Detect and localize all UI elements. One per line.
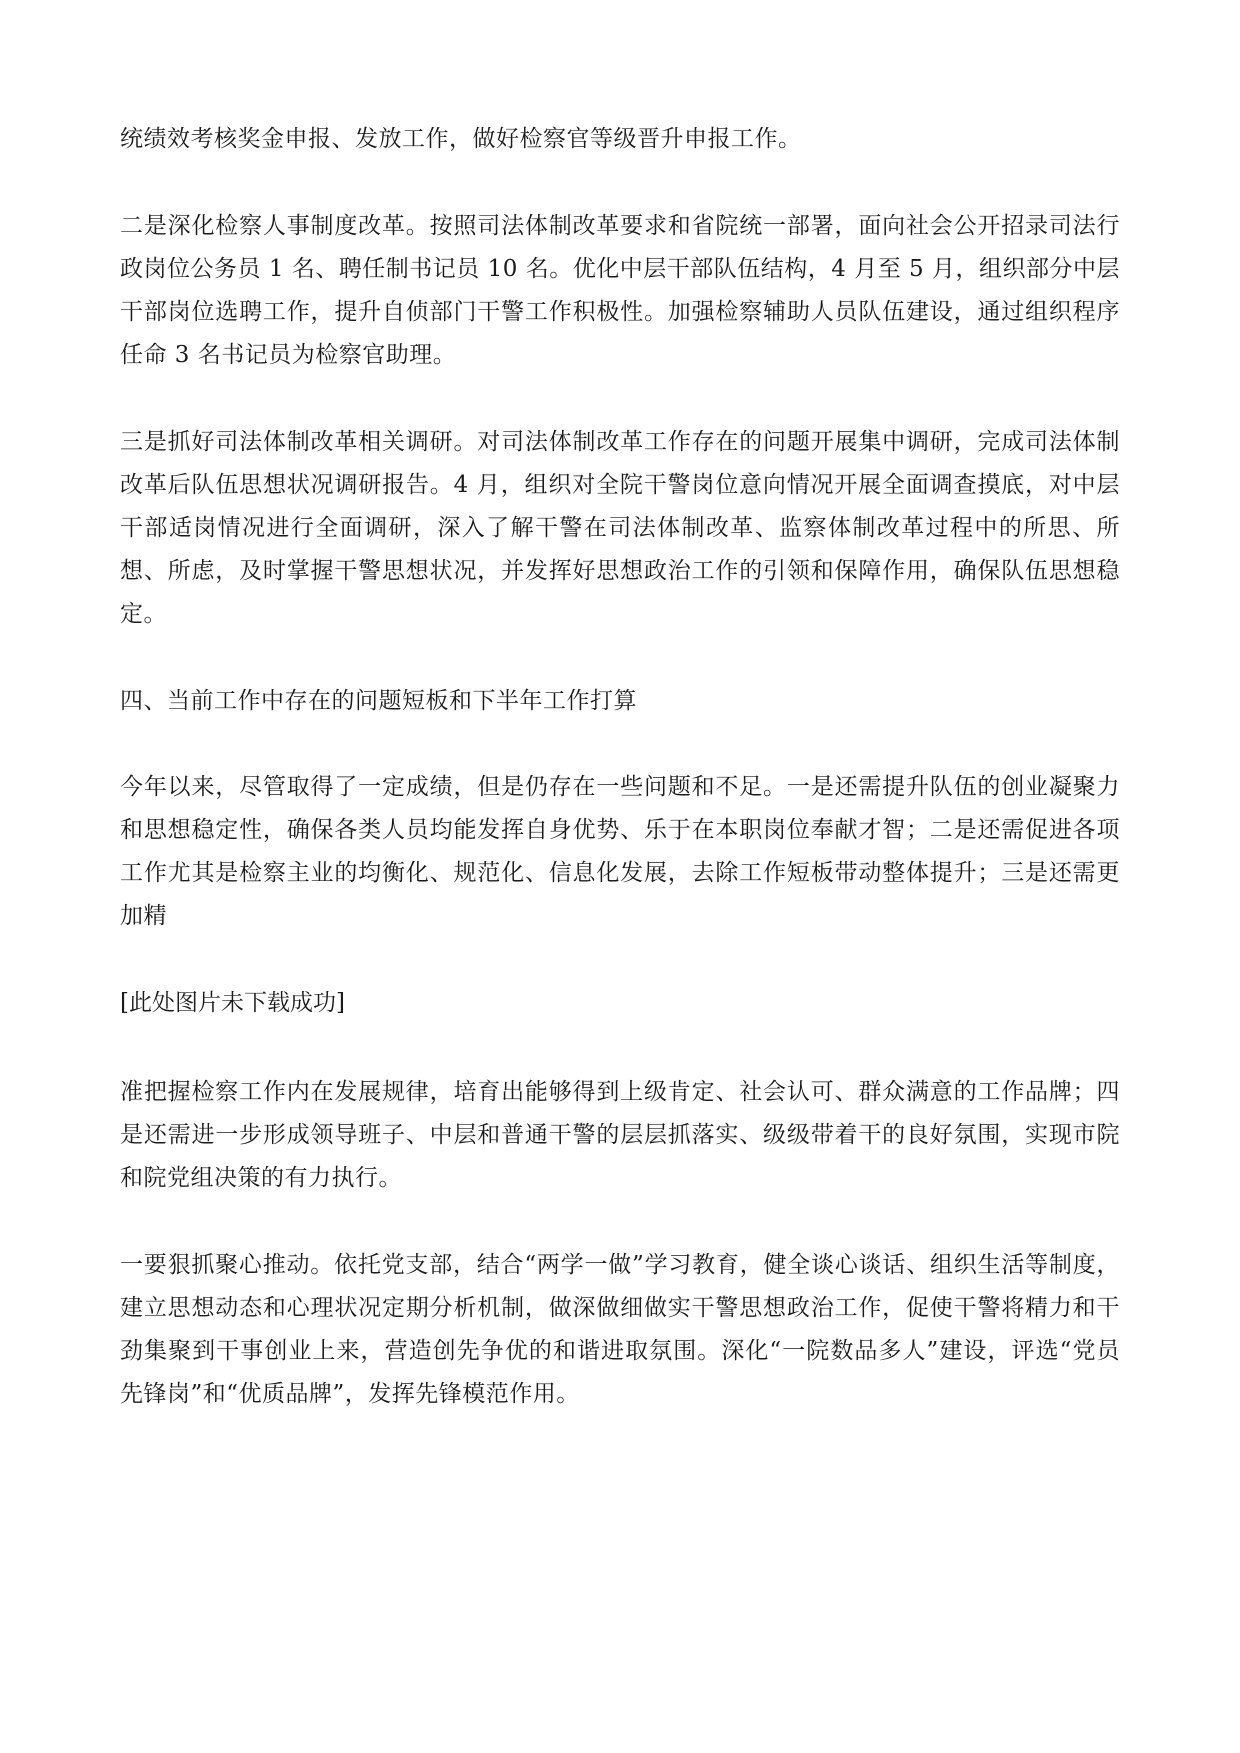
paragraph-2: 二是深化检察人事制度改革。按照司法体制改革要求和省院统一部署，面向社会公开招录司法行政岗位公务员 1 名、聘任制书记员 10 名。优化中层干部队伍结构，4 月至 5 月，组织部分中层干部岗位选聘工作，提升自侦部门干警工作积极性。加强检察辅助人员队伍建设，通过组织程序任命 3 名书记员为检察官助理。 — [120, 213, 1120, 368]
paragraph-1: 统绩效考核奖金申报、发放工作，做好检察官等级晋升申报工作。 — [120, 126, 802, 152]
section-heading: 四、当前工作中存在的问题短板和下半年工作打算 — [120, 688, 637, 714]
paragraph-3: 三是抓好司法体制改革相关调研。对司法体制改革工作存在的问题开展集中调研，完成司法体制改革后队伍思想状况调研报告。4 月，组织对全院干警岗位意向情况开展全面调查摸底，对中层干部适岗情况进行全面调研，深入了解干警在司法体制改革、监察体制改革过程中的所思、所想、所虑，及时掌握干警思想状况，并发挥好思想政治工作的引领和保障作用，确保队伍思想稳定。 — [120, 429, 1120, 627]
paragraph-4: 今年以来，尽管取得了一定成绩，但是仍存在一些问题和不足。一是还需提升队伍的创业凝聚力和思想稳定性，确保各类人员均能发挥自身优势、乐于在本职岗位奉献才智；二是还需促进各项工作尤其是检察主业的均衡化、规范化、信息化发展，去除工作短板带动整体提升；三是还需更加精 — [120, 774, 1120, 929]
paragraph-5: 准把握检察工作内在发展规律，培育出能够得到上级肯定、社会认可、群众满意的工作品牌；四是还需进一步形成领导班子、中层和普通干警的层层抓落实、级级带着干的良好氛围，实现市院和院党组决策的有力执行。 — [120, 1079, 1120, 1191]
paragraph-6: 一要狠抓聚心推动。依托党支部，结合“两学一做”学习教育，健全谈心谈话、组织生活等制度，建立思想动态和心理状况定期分析机制，做深做细做实干警思想政治工作，促使干警将精力和干劲集聚到干事创业上来，营造创先争优的和谐进取氛围。深化“一院数品多人”建设，评选“党员先锋岗”和“优质品牌”，发挥先锋模范作用。 — [120, 1252, 1120, 1407]
image-placeholder-text: [此处图片未下载成功] — [120, 990, 345, 1016]
document-page — [120, 118, 1120, 1460]
